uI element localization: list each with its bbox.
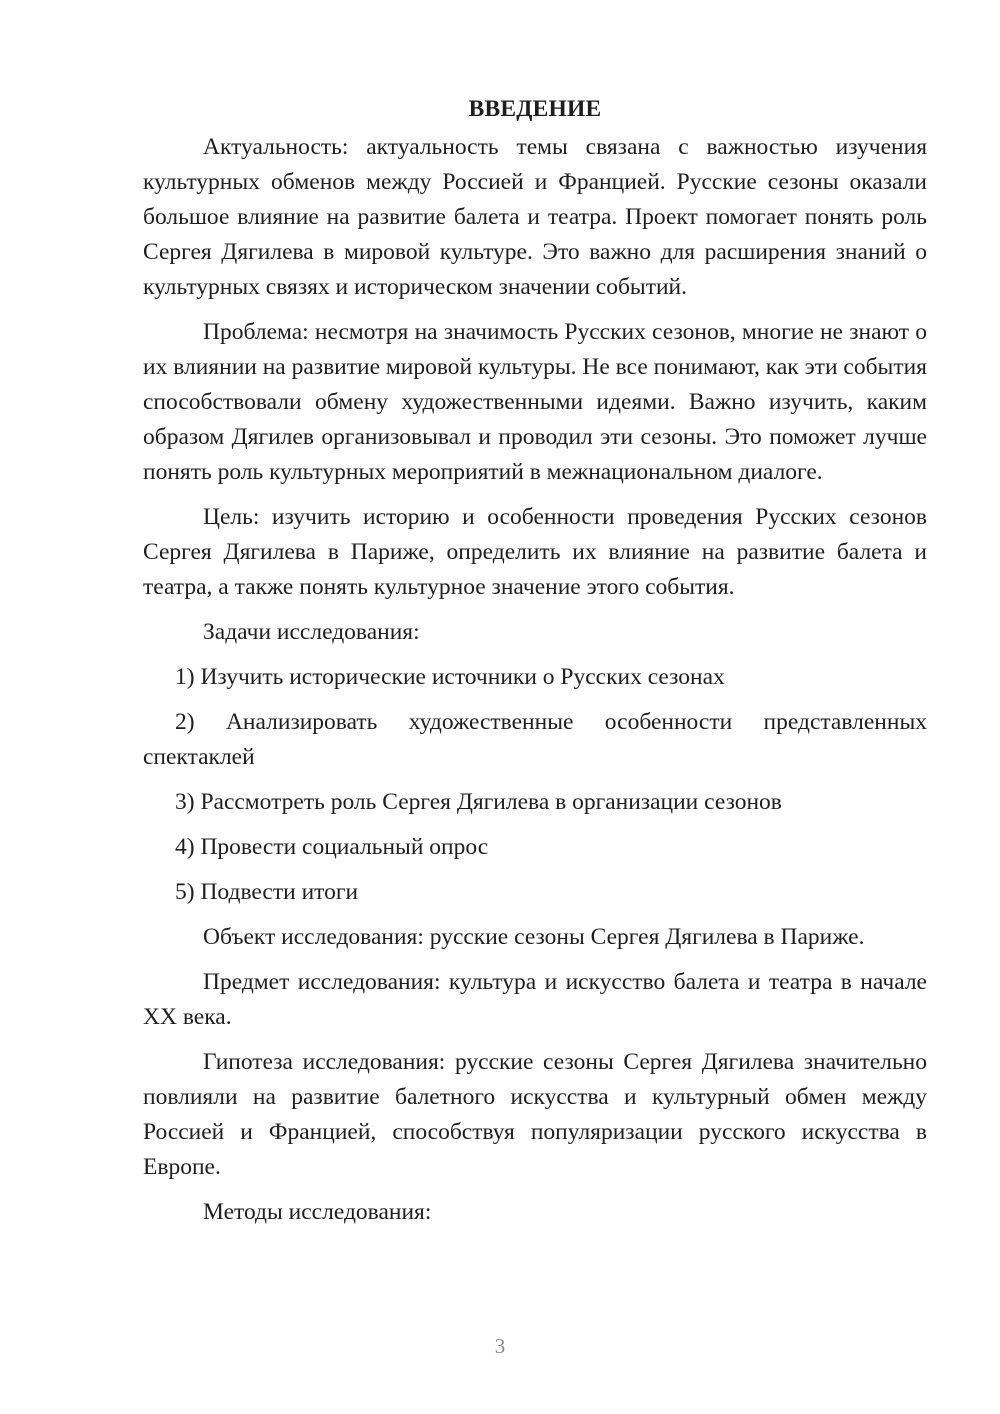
page-number: 3 [494,1334,506,1358]
task-item: 2) Анализировать художественные особенности представленных спектаклей [143,709,927,770]
methods-heading: Методы исследования: [203,1199,432,1225]
tasks-heading: Задачи исследования: [203,619,420,645]
task-item: 1) Изучить исторические источники о Русских сезонах [175,664,725,690]
task-item: 5) Подвести итоги [175,879,359,905]
problem-paragraph: Проблема: несмотря на значимость Русских сезонов, многие не знают о их влиянии на развитие мировой культуры. Не все понимают, как эти события способствовали обмену художественными идеями. Важно изучить, каким образом Дягилев организовывал и проводил эти сезоны. Это поможет лучше понять роль культурных мероприятий в межнациональном диалоге. [143,319,927,485]
hypothesis-paragraph: Гипотеза исследования: русские сезоны Сергея Дягилева значительно повлияли на развитие балетного искусства и культурный обмен между Россией и Францией, способствуя популяризации русского искусства в Европе. [143,1049,927,1180]
document-body [143,92,927,1240]
relevance-paragraph: Актуальность: актуальность темы связана с важностью изучения культурных обменов между Россией и Францией. Русские сезоны оказали большое влияние на развитие балета и театра. Проект помогает понять роль Сергея Дягилева в мировой культуре. Это важно для расширения знаний о культурных связях и историческом значении событий. [143,134,927,300]
object-paragraph: Объект исследования: русские сезоны Сергея Дягилева в Париже. [203,924,865,950]
task-item: 4) Провести социальный опрос [175,834,489,860]
tasks-list [143,660,927,910]
subject-paragraph: Предмет исследования: культура и искусство балета и театра в начале XX века. [143,969,927,1030]
goal-paragraph: Цель: изучить историю и особенности проведения Русских сезонов Сергея Дягилева в Париже, определить их влияние на развитие балета и театра, а также понять культурное значение этого события. [143,504,927,600]
section-title: ВВЕДЕНИЕ [468,96,602,122]
task-item: 3) Рассмотреть роль Сергея Дягилева в организации сезонов [175,789,782,815]
